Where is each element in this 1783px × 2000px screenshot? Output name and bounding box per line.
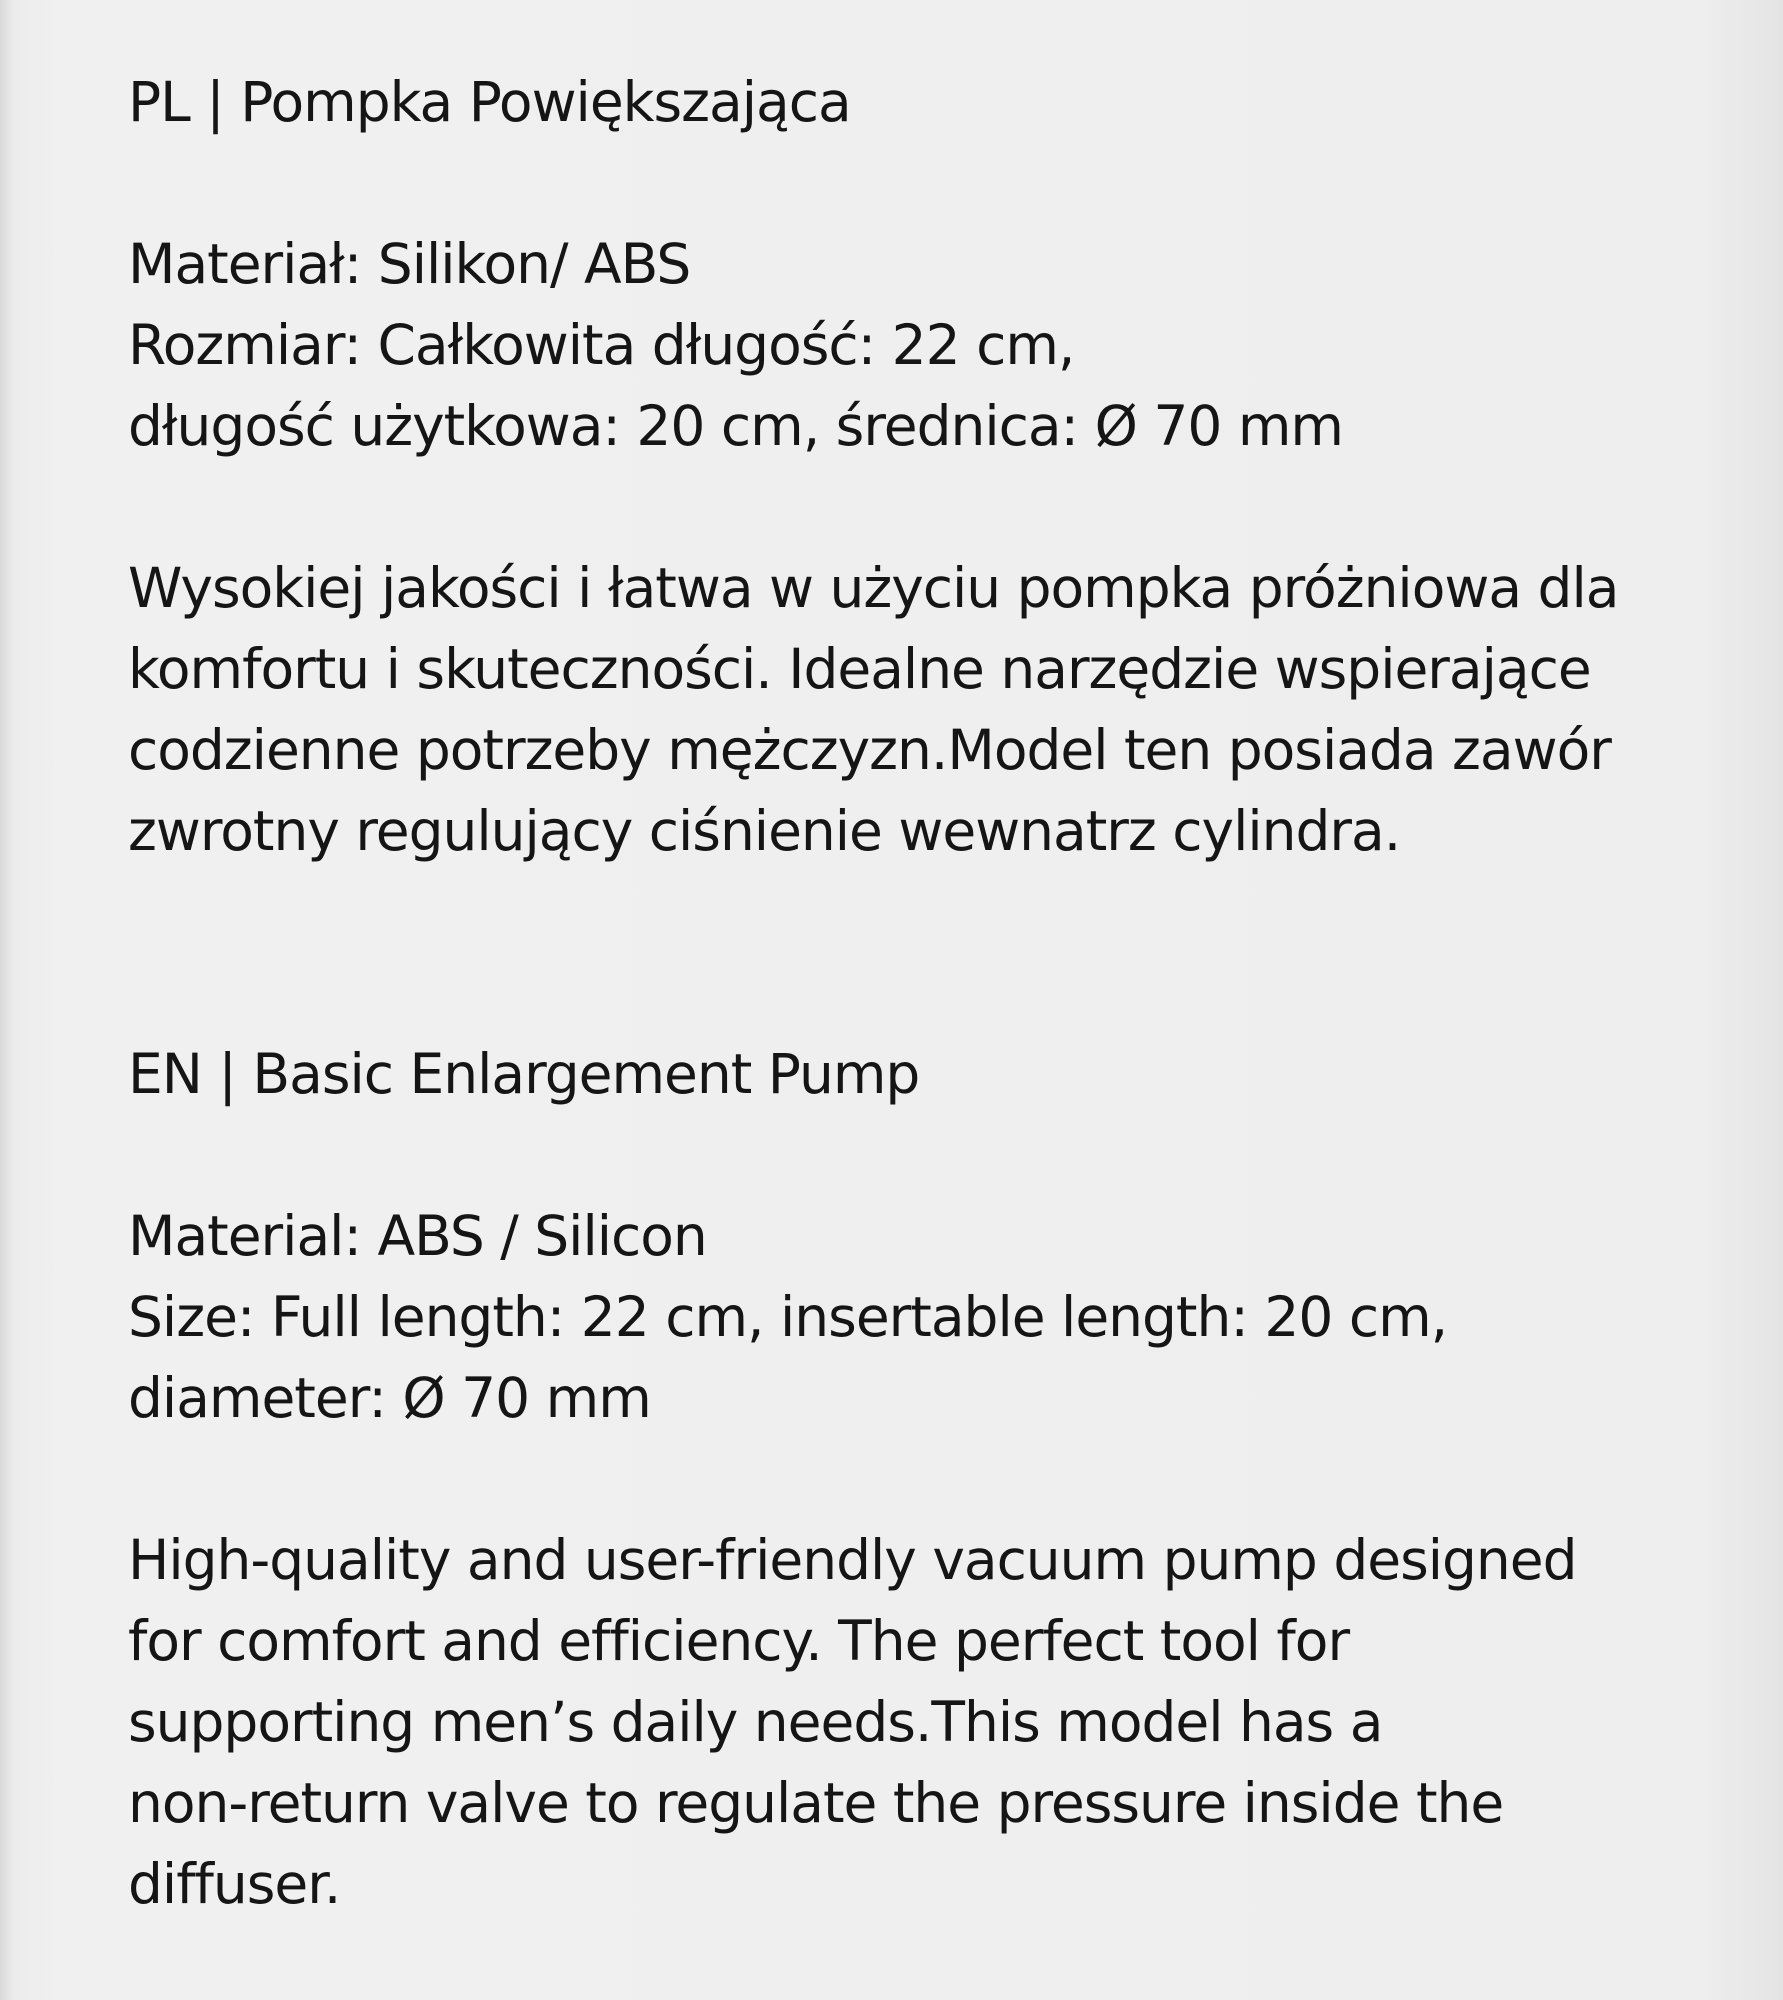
pl-heading: PL | Pompka Powiększająca bbox=[128, 70, 851, 134]
pl-description-line: Wysokiej jakości i łatwa w użyciu pompka próżniowa dla bbox=[128, 556, 1619, 620]
en-description-line: for comfort and efficiency. The perfect tool for bbox=[128, 1609, 1350, 1673]
en-heading: EN | Basic Enlargement Pump bbox=[128, 1042, 920, 1106]
pl-description-line: komfortu i skuteczności. Idealne narzędzie wspierające bbox=[128, 637, 1591, 701]
spacer bbox=[128, 1439, 1748, 1520]
spacer bbox=[128, 467, 1748, 548]
en-size-line: diameter: Ø 70 mm bbox=[128, 1366, 651, 1430]
pl-size-line: Rozmiar: Całkowita długość: 22 cm, bbox=[128, 313, 1075, 377]
product-label-text bbox=[128, 62, 1748, 1925]
spacer bbox=[128, 143, 1748, 224]
pl-description-line: zwrotny regulujący ciśnienie wewnatrz cylindra. bbox=[128, 799, 1401, 863]
en-description-line: High-quality and user-friendly vacuum pump designed bbox=[128, 1528, 1577, 1592]
pl-material: Materiał: Silikon/ ABS bbox=[128, 232, 691, 296]
en-description-line: diffuser. bbox=[128, 1852, 341, 1916]
en-description-line: non-return valve to regulate the pressure inside the bbox=[128, 1771, 1504, 1835]
en-material: Material: ABS / Silicon bbox=[128, 1204, 707, 1268]
spacer bbox=[128, 872, 1748, 1034]
pl-description-line: codzienne potrzeby mężczyzn.Model ten posiada zawór bbox=[128, 718, 1611, 782]
pl-size-line: długość użytkowa: 20 cm, średnica: Ø 70 mm bbox=[128, 394, 1343, 458]
spacer bbox=[128, 1115, 1748, 1196]
en-size-line: Size: Full length: 22 cm, insertable length: 20 cm, bbox=[128, 1285, 1448, 1349]
en-description-line: supporting men’s daily needs.This model has a bbox=[128, 1690, 1383, 1754]
